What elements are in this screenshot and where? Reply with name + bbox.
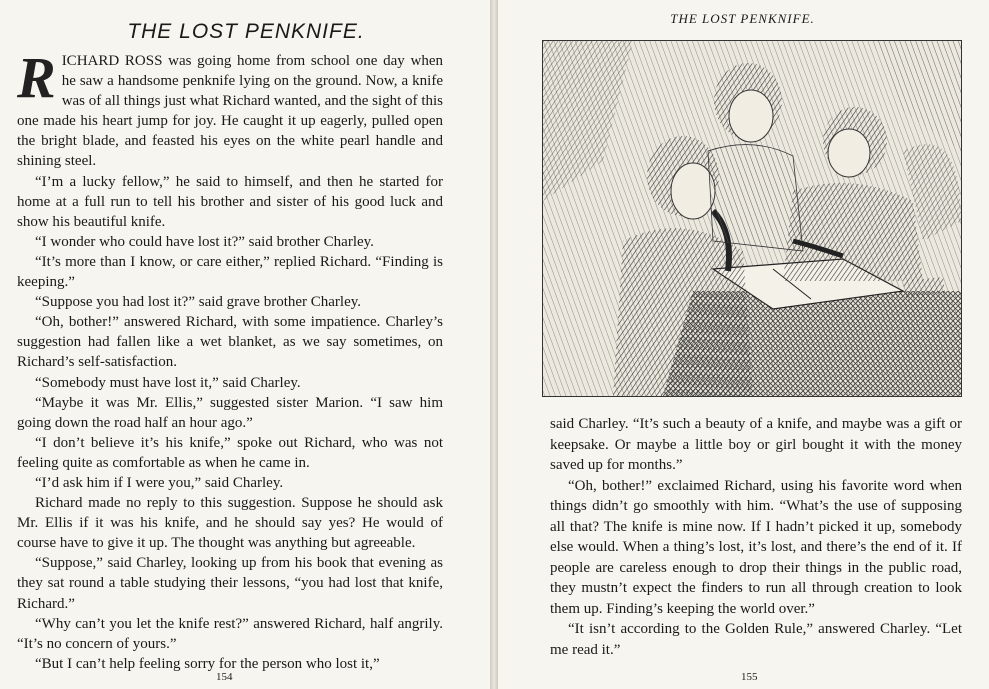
paragraph: “It isn’t according to the Golden Rule,” answered Charley. “Let me read it.”: [550, 621, 962, 658]
book-gutter: [490, 0, 498, 689]
paragraph-1: RICHARD ROSS was going home from school one day when he saw a handsome penknife lying on the ground. Now, a knife was of all things just what Richard wanted, and the sight of this one made his heart jump for joy. He caught it up eagerly, pulled open the bright blade, and feasted his eyes on the white pearl handle and shining steel.: [17, 45, 443, 170]
paragraph: “It’s more than I know, or care either,” replied Richard. “Finding is keeping.”: [17, 253, 443, 291]
engraving-illustration: [542, 40, 962, 397]
paragraph: “I wonder who could have lost it?” said brother Charley.: [35, 233, 374, 250]
page-number-left: 154: [216, 671, 233, 683]
paragraph: “Somebody must have lost it,” said Charley.: [35, 374, 301, 391]
paragraph: “Why can’t you let the knife rest?” answered Richard, half angrily. “It’s no concern of yours.”: [17, 615, 443, 652]
paragraph: said Charley. “It’s such a beauty of a knife, and maybe was a gift or keepsake. Or maybe a little boy or girl bought it with the money saved up for months.”: [550, 416, 962, 473]
paragraph: “I don’t believe it’s his knife,” spoke out Richard, who was not feeling quite as comfortable as when he came in.: [17, 434, 443, 471]
paragraph: “Maybe it was Mr. Ellis,” suggested sister Marion. “I saw him going down the road half an hour ago.”: [17, 394, 443, 431]
paragraph: “Oh, bother!” answered Richard, with some impatience. Charley’s suggestion had fallen like a wet blanket, as we say sometimes, on Richard’s self-satisfaction.: [17, 314, 443, 371]
paragraph: “Oh, bother!” exclaimed Richard, using his favorite word when things didn’t go smoothly with him. “What’s the use of supposing all that? The knife is mine now. If I hadn’t picked it up, somebody else would. When a thing’s lost, it’s lost, and there’s the end of it. If people are careless enough to drop their things in the public road, they mustn’t expect the finders to run all through creation to look them up. Finding’s keeping the world over.”: [550, 477, 962, 617]
right-page-text: [550, 414, 962, 660]
chapter-title: THE LOST PENKNIFE.: [127, 20, 365, 43]
left-page-text: [17, 45, 443, 674]
paragraph: “I’d ask him if I were you,” said Charley.: [35, 474, 284, 491]
children-reading-engraving: [543, 41, 961, 396]
paragraph: “I’m a lucky fellow,” he said to himself, and then he started for home at a full run to tell his brother and sister of his good luck and show his beautiful knife.: [17, 173, 443, 230]
drop-cap: R: [17, 45, 56, 110]
paragraph: “Suppose you had lost it?” said grave brother Charley.: [35, 294, 362, 311]
running-head: THE LOST PENKNIFE.: [670, 11, 815, 26]
paragraph: Richard made no reply to this suggestion. Suppose he should ask Mr. Ellis if it was his knife, and he should say yes? He would of course have to give it up. The thought was anything but agreeable.: [17, 495, 443, 552]
paragraph: “But I can’t help feeling sorry for the person who lost it,”: [35, 655, 380, 672]
paragraph: “Suppose,” said Charley, looking up from his book that evening as they sat round a table studying their lessons, “you had lost that knife, Richard.”: [17, 555, 443, 612]
page-number-right: 155: [741, 671, 758, 683]
